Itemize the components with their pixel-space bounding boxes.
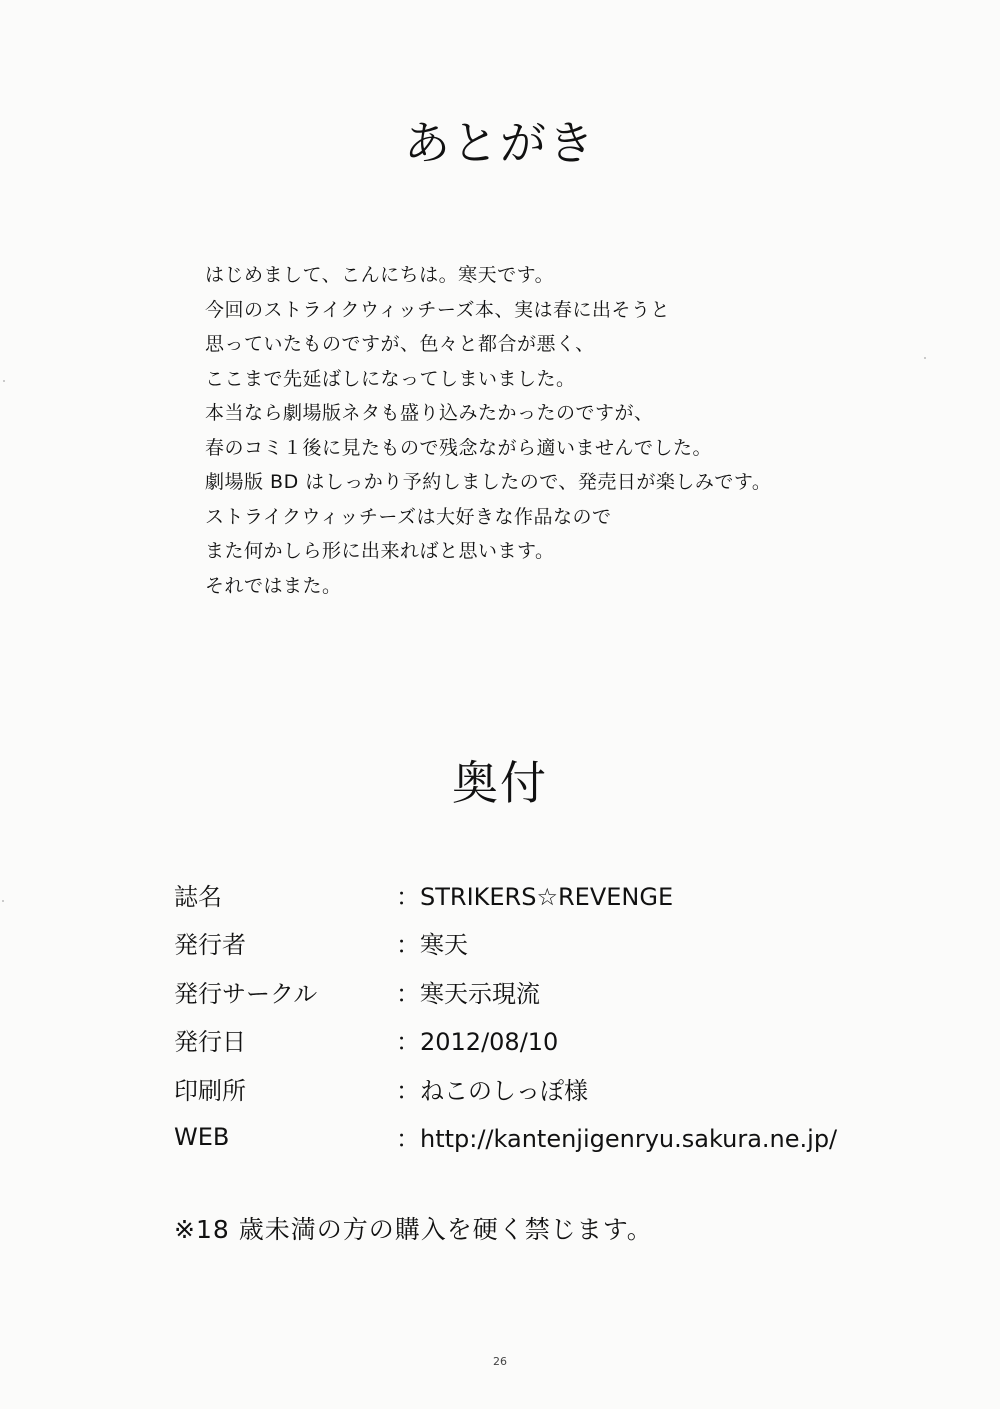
colophon-row-printer xyxy=(174,1064,934,1113)
colophon-title: 奥付 xyxy=(452,756,548,810)
scan-speck xyxy=(2,900,4,902)
scan-speck xyxy=(924,357,926,359)
colophon-label: WEB xyxy=(174,1122,230,1151)
afterword-line: それではまた。 xyxy=(205,574,342,597)
afterword-body xyxy=(205,258,925,603)
colophon-label: 発行日 xyxy=(174,1028,246,1057)
colophon-value: ：2012/08/10 xyxy=(396,1028,559,1057)
colophon-label: 誌名 xyxy=(174,882,222,911)
colophon-value: ：寒天示現流 xyxy=(396,979,540,1008)
colophon-value: ：寒天 xyxy=(396,931,468,960)
afterword-line: また何かしら形に出来ればと思います。 xyxy=(205,540,555,562)
page-number: 26 xyxy=(493,1355,507,1368)
colophon-label: 発行者 xyxy=(174,931,246,960)
colophon-row-circle xyxy=(174,967,934,1016)
afterword-line: ストライクウィッチーズは大好きな作品なので xyxy=(205,505,612,528)
colophon-row-date xyxy=(174,1016,934,1065)
colophon-table xyxy=(174,870,934,1161)
colophon-row-publisher xyxy=(174,919,934,968)
age-restriction-notice: ※18 歳未満の方の購入を硬く禁じます。 xyxy=(174,1215,653,1244)
afterword-line: 本当なら劇場版ネタも盛り込みたかったのですが、 xyxy=(205,402,654,424)
colophon-value: ：http://kantenjigenryu.sakura.ne.jp/ xyxy=(396,1125,838,1154)
afterword-line: 春のコミ１後に見たもので残念ながら適いませんでした。 xyxy=(205,436,713,459)
colophon-row-title xyxy=(174,870,934,919)
afterword-line: 劇場版 BD はしっかり予約しましたので、発売日が楽しみです。 xyxy=(205,471,772,493)
afterword-line: はじめまして、こんにちは。寒天です。 xyxy=(205,264,555,286)
colophon-row-web xyxy=(174,1113,934,1162)
scan-speck xyxy=(3,380,5,382)
afterword-line: 思っていたものですが、色々と都合が悪く、 xyxy=(205,333,595,355)
afterword-line: ここまで先延ばしになってしまいました。 xyxy=(205,367,576,390)
colophon-label: 発行サークル xyxy=(174,979,318,1008)
colophon-label: 印刷所 xyxy=(174,1076,246,1105)
afterword-line: 今回のストライクウィッチーズ本、実は春に出そうと xyxy=(205,298,670,321)
colophon-value: ：STRIKERS☆REVENGE xyxy=(396,882,674,911)
colophon-value: ：ねこのしっぽ様 xyxy=(396,1076,588,1105)
afterword-title: あとがき xyxy=(404,116,596,170)
